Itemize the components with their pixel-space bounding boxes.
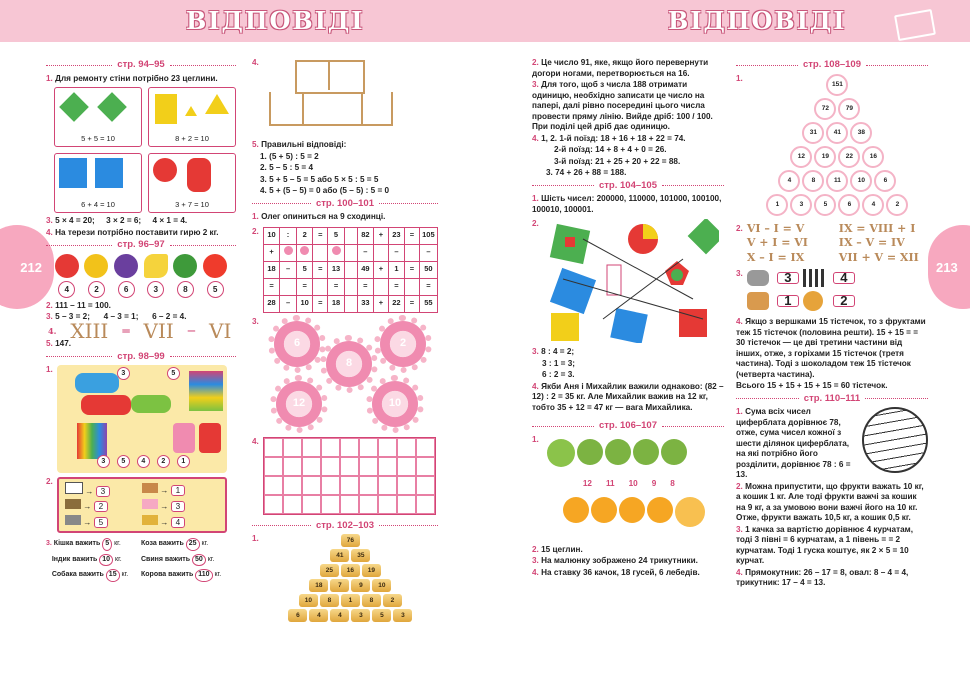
table-cell: + [374, 295, 389, 312]
grid-cell [378, 476, 397, 495]
grid-cell [397, 457, 416, 476]
table-cell: 82 [357, 227, 373, 244]
table-cell: = [313, 261, 328, 278]
table-cell: 1 [388, 261, 404, 278]
ball: 19 [814, 146, 836, 168]
grid-cell [340, 457, 359, 476]
fruit-count: 4 [58, 281, 75, 298]
domino-grid [54, 87, 236, 213]
section-100-101: стр. 100–101 [252, 199, 438, 210]
table-cell: 49 [357, 261, 373, 278]
zoo-count: 3 [777, 272, 799, 285]
shapes-puzzle: 2. [532, 219, 724, 343]
grid-cell [378, 457, 397, 476]
fruit-count: 8 [177, 281, 194, 298]
table-cell [280, 244, 297, 261]
section-104-105: стр. 104–105 [532, 181, 724, 192]
table-cell [280, 278, 297, 295]
grid-cell [264, 495, 283, 514]
domino-c [54, 153, 142, 213]
zoo-count: 4 [833, 272, 855, 285]
table-cell [344, 261, 357, 278]
brick: 41 [330, 549, 349, 562]
flowers-figure: 3. 6 8 2 12 10 [252, 317, 438, 433]
match-equation: IX – V = IV [838, 236, 905, 249]
domino-a [54, 87, 142, 147]
count-badge: 4 [137, 455, 150, 468]
table-cell: – [388, 244, 404, 261]
table-cell: 50 [419, 261, 437, 278]
dot-marker [284, 246, 293, 255]
table-cell: – [357, 244, 373, 261]
grid-cell [283, 438, 302, 457]
count-badge: 1 [177, 455, 190, 468]
grid-cell [359, 495, 378, 514]
section-94-95: стр. 94–95 [46, 60, 236, 71]
train-3: 3-й поїзд: 21 + 25 + 20 + 22 = 88. [554, 156, 681, 166]
table-cell: = [405, 227, 420, 244]
elephant-icon [747, 270, 769, 286]
plum-icon [114, 254, 138, 278]
domino-d [148, 153, 236, 213]
left-page-number: 212 [0, 225, 54, 309]
table-cell [328, 244, 345, 261]
answer-3: 3. 5 × 4 = 20; 3 × 2 = 6; 4 × 1 = 4. [46, 216, 188, 225]
grid-cell [340, 438, 359, 457]
equation-d: 3 + 7 = 10 [175, 199, 209, 209]
fruit-count: 6 [118, 281, 135, 298]
answer-4: 4. На терези потрібно поставити гирю 2 кг. [46, 227, 219, 237]
answer-1-104: 1. Шість чисел: 200000, 110000, 101000, 100100, 100010, 100001. [532, 194, 722, 214]
ball: 72 [814, 98, 836, 120]
table-cell: 13 [328, 261, 345, 278]
column-4 [736, 58, 928, 590]
table-row [263, 227, 437, 244]
table-cell [344, 278, 357, 295]
cat-number: 12 [582, 478, 592, 488]
section-96-97: стр. 96–97 [46, 240, 236, 251]
empty-grid [263, 437, 436, 515]
section-110-111: стр. 110–111 [736, 394, 928, 405]
answer-line: 4. 5 + (5 – 5) = 0 або (5 – 5) : 5 = 0 [260, 186, 390, 195]
table-cell: + [263, 244, 279, 261]
pyramid-row [263, 549, 438, 562]
match-equation: IX = VIII + I [838, 221, 916, 235]
brick: 4 [330, 609, 349, 622]
weights: 3. Кішка важить 5 кг. Коза важить 25 кг. Індик важить 10 кг. Свиня важить 50 кг. Собака важить 15 кг. Корова важить 110 кг. [46, 538, 236, 582]
table-cell: = [328, 278, 345, 295]
ball: 79 [838, 98, 860, 120]
grid-cell [264, 438, 283, 457]
domino-b [148, 87, 236, 147]
table-cell: + [374, 227, 389, 244]
brick: 5 [372, 609, 391, 622]
ball: 4 [862, 194, 884, 216]
pyramid-row [263, 564, 438, 577]
train-total: 3. 74 + 26 + 88 = 188. [546, 168, 627, 177]
grid-cell [416, 438, 435, 457]
answer-line: 6 : 2 = 3. [542, 370, 575, 379]
table-cell: 23 [388, 227, 404, 244]
equation-c: 6 + 4 = 10 [81, 199, 115, 209]
grid-cell [378, 495, 397, 514]
grid-cell [416, 476, 435, 495]
table-cell: = [263, 278, 279, 295]
answer-2-110: 2. Можна припустити, що фрукти важать 10 кг, а кошик 1 кг. Але тоді фрукти важчі за кошик на 9 кг, а за умовою вони важчі його на 10 кг. Отже, фрукти важать 10,5 кг, а кошик 0,5 кг. [736, 481, 924, 522]
flower: 10 [372, 381, 418, 427]
table-row [263, 278, 437, 295]
table-cell: – [280, 261, 297, 278]
answer-3-106: 3. На малюнку зображено 24 трикутники. [532, 556, 698, 565]
answer-4-104: 4. Якби Аня і Михайлик важили однаково: (82 – 12) : 2 = 35 кг. Але Михайлик важив на 12 кг, тобто 35 + 12 = 47 кг — вага Михайлика. [532, 381, 724, 412]
grid-cell [397, 438, 416, 457]
lion-icon [803, 291, 823, 311]
answer-4-110: 4. Прямокутник: 26 – 17 = 8, овал: 8 – 4 = 4, трикутник: 17 – 4 = 13. [736, 567, 909, 587]
answer-4-top: 4. 1, 2. 1-й поїзд: 18 + 16 + 18 + 22 = 74. [532, 133, 686, 143]
ball: 151 [826, 74, 848, 96]
zoo-count: 1 [777, 295, 799, 308]
table-cell [405, 244, 420, 261]
table-cell: = [405, 261, 420, 278]
count-badge: 2 [157, 455, 170, 468]
cat-number: 9 [651, 478, 657, 488]
left-page-title: ВІДПОВІДІ [186, 6, 365, 35]
fruit-counts [52, 281, 230, 298]
section-98-99: стр. 98–99 [46, 352, 236, 363]
ball: 3 [790, 194, 812, 216]
table-cell: 55 [419, 295, 437, 312]
roman-numeral: VII [143, 318, 174, 343]
table-cell: 18 [328, 295, 345, 312]
matchstick-figure: 4. [252, 58, 438, 134]
table-cell [296, 244, 313, 261]
count-badge: 5 [117, 455, 130, 468]
grid-cell [359, 457, 378, 476]
ball: 5 [814, 194, 836, 216]
ball: 10 [850, 170, 872, 192]
dot-marker [332, 246, 341, 255]
match-equation: X – I = IX [746, 250, 805, 264]
ball: 22 [838, 146, 860, 168]
ball: 41 [826, 122, 848, 144]
brick: 19 [362, 564, 381, 577]
table-cell [405, 278, 420, 295]
column-2 [252, 58, 438, 624]
brick: 3 [351, 609, 370, 622]
table-cell: 28 [263, 295, 279, 312]
grid-cell [397, 495, 416, 514]
table-cell: + [374, 261, 389, 278]
ball: 1 [766, 194, 788, 216]
pyramid-row [747, 170, 928, 192]
match-equation: V + I = VI [746, 236, 808, 249]
grid-cell [416, 495, 435, 514]
flower: 12 [276, 381, 322, 427]
apple-icon [55, 254, 79, 278]
fruit-count: 5 [207, 281, 224, 298]
table-cell [374, 278, 389, 295]
pyramid-row [263, 609, 438, 622]
table-cell: 18 [263, 261, 279, 278]
table-cell: – [280, 295, 297, 312]
table-row [263, 295, 437, 312]
answer-1: 1. Для ремонту стіни потрібно 23 цеглини. [46, 73, 218, 83]
table-cell: 22 [388, 295, 404, 312]
matchstick-grid [265, 58, 385, 134]
brick-pyramid [263, 534, 438, 624]
answer-2-top: 2. Це число 91, яке, якщо його перевернути догори ногами, перетворюється на 16. [532, 58, 709, 78]
answer-4-106: 4. На ставку 36 качок, 18 гусей, 6 лебедів. [532, 567, 700, 577]
section-106-107: стр. 106–107 [532, 421, 724, 432]
table-cell: = [357, 278, 373, 295]
cat-number: 8 [670, 478, 675, 488]
table-cell: 10 [296, 295, 313, 312]
table-cell: 33 [357, 295, 373, 312]
animals-illustration: → 3 → 1 → 2 → 3 → 5 → 4 [57, 477, 227, 533]
pyramid-row [747, 194, 928, 216]
table-cell: 5 [328, 227, 345, 244]
table-cell [313, 278, 328, 295]
flower: 8 [326, 341, 372, 387]
table-cell: 5 [296, 261, 313, 278]
pyramid-row [747, 74, 928, 96]
watermelon-icon [173, 254, 197, 278]
table-cell: = [405, 295, 420, 312]
fruit-count: 2 [88, 281, 105, 298]
grid-cell [302, 438, 321, 457]
toys-illustration [57, 365, 227, 473]
grid-cell [302, 495, 321, 514]
table-cell: 10 [263, 227, 279, 244]
ball-pyramid [747, 74, 928, 218]
ball: 2 [886, 194, 908, 216]
grid-cell [321, 457, 340, 476]
grid-cell [264, 457, 283, 476]
train-2: 2-й поїзд: 14 + 8 + 4 + 0 = 26. [554, 145, 667, 154]
table-cell [344, 295, 357, 312]
pyramid-row [747, 98, 928, 120]
ball: 31 [802, 122, 824, 144]
answer-5-96: 5. 147. [46, 339, 72, 348]
answer-1-100: 1. Олег опиниться на 9 сходинці. [252, 212, 386, 221]
pyramid-row [263, 534, 438, 547]
table-cell: – [419, 244, 437, 261]
ball: 6 [874, 170, 896, 192]
brick: 16 [341, 564, 360, 577]
ball: 4 [778, 170, 800, 192]
answer-3-104: 3. 8 : 4 = 2; [532, 347, 575, 356]
dot-marker [300, 246, 309, 255]
table-cell: : [280, 227, 297, 244]
matchstick-equations: 2. VI – I = V IX = VIII + I V + I = VI IX – V = IV X – I = IX VII + V = XII [736, 221, 919, 264]
ball: 16 [862, 146, 884, 168]
brick-pyramid-block: 1. 76 41 35 25 16 19 18 7 9 10 10 8 1 8 2 6 4 4 3 5 3 [252, 534, 438, 624]
table-cell: 2 [296, 227, 313, 244]
answer-line: 3 : 1 = 3; [542, 358, 575, 368]
grid-cell [321, 476, 340, 495]
answer-line: Всього 15 + 15 + 15 + 15 = 60 тістечок. [736, 381, 888, 390]
grid-cell [359, 476, 378, 495]
clock-answer: 1. Сума всіх чисел циферблата дорівнює 78, отже, сума чисел кожної з шести ділянок циферблата, на які потрібно його розділити, дорівнює 78 : 6 = 13. [736, 407, 928, 482]
grid-cell [283, 495, 302, 514]
brick: 10 [299, 594, 318, 607]
pyramid-row [747, 146, 928, 168]
grid-cell [321, 438, 340, 457]
brick: 8 [320, 594, 339, 607]
brick: 10 [372, 579, 391, 592]
answer-3-110: 3. 1 качка за вартістю дорівнює 4 курчатам, тоді 3 півні = 6 курчатам, а 1 півень = = 2 курчатам. Тоді 1 гуска коштує, як 2 × 5 = 10 курчат. [736, 524, 913, 565]
answer-2-106: 2. 15 цеглин. [532, 544, 583, 554]
answer-line: 3. 5 + 5 – 5 = 5 або 5 × 5 : 5 = 5 [260, 174, 379, 184]
ball: 11 [826, 170, 848, 192]
fruit-count: 3 [147, 281, 164, 298]
brick: 2 [383, 594, 402, 607]
table-cell: = [419, 278, 437, 295]
grid-cell [340, 476, 359, 495]
table-cell: = [313, 295, 328, 312]
zoo-count: 2 [833, 295, 855, 308]
table-cell: 105 [419, 227, 437, 244]
roman-numeral: XIII [70, 318, 109, 343]
match-equation: VII + V = XII [838, 250, 919, 264]
grid-cell [359, 438, 378, 457]
math-grid [263, 227, 438, 313]
pyramid-row [263, 579, 438, 592]
section-108-109: стр. 108–109 [736, 60, 928, 71]
brick: 4 [309, 609, 328, 622]
grid-cell [397, 476, 416, 495]
grid-cell [283, 457, 302, 476]
grid-cell [302, 476, 321, 495]
pyramid-row [747, 122, 928, 144]
answer-3-top: 3. Для того, щоб з числа 188 отримати одиницю, необхідно записати це число на папері, далі рівно посередині цього числа провести пряму лінію. Вийде дріб: 100 / 100. При поділі цей дріб дає одиницю. [532, 80, 713, 131]
column-1 [46, 58, 236, 582]
ball-pyramid-block: 1. 151 72 79 31 41 38 12 19 22 16 4 8 11 10 6 1 3 5 6 4 2 [736, 74, 928, 218]
banana-icon [144, 254, 168, 278]
table-cell [344, 227, 357, 244]
ball: 12 [790, 146, 812, 168]
grid-cell [416, 457, 435, 476]
empty-grid-block: 4. [252, 437, 438, 515]
answer-2-96: 2. 111 – 11 = 100. [46, 300, 111, 310]
caterpillar-illustration [543, 435, 719, 545]
grid-cell [340, 495, 359, 514]
caterpillar-numbers [583, 479, 675, 490]
animals-picture: 2. → 3 → 1 → 2 → 3 → 5 → 4 [46, 477, 236, 533]
cat-number: 11 [605, 478, 615, 488]
answer-line: 1. (5 + 5) : 5 = 2 [260, 151, 319, 161]
brick: 3 [393, 609, 412, 622]
brick: 1 [341, 594, 360, 607]
grid-cell [283, 476, 302, 495]
flower: 2 [380, 321, 426, 367]
brick: 9 [351, 579, 370, 592]
zebra-icon [803, 269, 825, 287]
grid-cell [321, 495, 340, 514]
toys-picture: 1. 3 5 3 5 4 2 1 [46, 365, 236, 473]
clock-icon [862, 407, 928, 473]
flower: 6 [274, 321, 320, 367]
answer-4-108: 4. Якщо з вершками 15 тістечок, то з фруктами теж 15 тістечок (половина решти). 15 + 15 = = 30 тістечок — це дві третини частини від інших, отже, з горіхами 15 тістечок (третя частина). Тоді з шоколадом теж 15 тістечок (четверта частина). [736, 317, 926, 379]
zoo-block: 3. 3 4 1 2 [736, 269, 928, 311]
grid-cell [302, 457, 321, 476]
table-cell: = [388, 278, 404, 295]
table-cell [374, 244, 389, 261]
tomato-icon [203, 254, 227, 278]
brick: 7 [330, 579, 349, 592]
ball: 38 [850, 122, 872, 144]
brick: 8 [362, 594, 381, 607]
brick: 25 [320, 564, 339, 577]
count-badge: 5 [167, 367, 180, 380]
answer-5-list [252, 152, 438, 197]
brick: 18 [309, 579, 328, 592]
ball: 8 [802, 170, 824, 192]
table-cell: = [313, 227, 328, 244]
grid-cell [378, 438, 397, 457]
deer-icon [747, 292, 769, 310]
equation-b: 8 + 2 = 10 [175, 133, 209, 143]
cat-number: 10 [628, 478, 638, 488]
count-badge: 3 [97, 455, 110, 468]
match-roman-row: 4. XIII ═ VII ─ VI [48, 318, 232, 343]
answer-3-96: 3. 5 – 3 = 2; 4 – 3 = 1; 6 – 2 = 4. [46, 312, 187, 321]
answer-5-heading: 5. Правильні відповіді: [252, 140, 347, 149]
right-page-title: ВІДПОВІДІ [668, 6, 847, 35]
pear-icon [84, 254, 108, 278]
brick: 76 [341, 534, 360, 547]
ball: 6 [838, 194, 860, 216]
answer-line: 2. 5 – 5 : 5 = 4 [260, 163, 314, 172]
shapes-illustration [543, 219, 719, 343]
brick: 35 [351, 549, 370, 562]
table-row [263, 244, 437, 261]
caterpillar-block: 1. 12 11 10 9 8 [532, 435, 724, 545]
right-page-number: 213 [928, 225, 970, 309]
fruit-row [52, 254, 230, 278]
section-102-103: стр. 102–103 [252, 521, 438, 532]
column-3 [532, 58, 724, 579]
pyramid-row [263, 594, 438, 607]
table-cell [344, 244, 357, 261]
brick: 6 [288, 609, 307, 622]
grid-cell [264, 476, 283, 495]
table-row [263, 261, 437, 278]
table-cell: = [296, 278, 313, 295]
match-equation: VI – I = V [746, 221, 805, 235]
number-table: 2. 10 : 2 = 5 82 + 23 = 105 + – – – 18 – 5 = 13 49 + 1 = 50 = = = = = = 28 – 10 = 18 33 + 22 = 55 [252, 227, 438, 313]
table-cell [313, 244, 328, 261]
equation-a: 5 + 5 = 10 [81, 133, 115, 143]
count-badge: 3 [117, 367, 130, 380]
roman-numeral: VI [209, 318, 232, 343]
